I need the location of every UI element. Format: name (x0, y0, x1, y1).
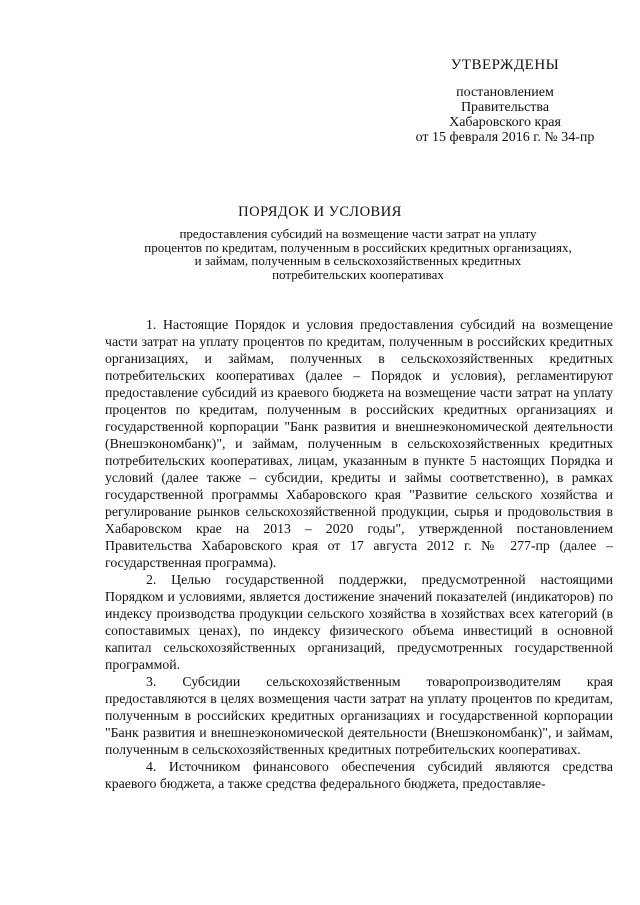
approval-line: Правительства (460, 100, 550, 115)
approval-line: постановлением (456, 85, 554, 100)
document-body (105, 316, 613, 792)
subtitle-line: потребительских кооперативах (272, 266, 444, 282)
subtitle-line: предоставления субсидий на возмещение части затрат на уплату (179, 226, 537, 241)
paragraph-2: 2. Целью государственной поддержки, предусмотренной настоящими Порядком и условиями, является достижение значений показателей (индикаторов) по индексу производства продукции сельского хозяйства в хозяйствах всех категорий (в сопоставимых ценах), по индексу физического объема инвестиций в основной капитал сельскохозяйственных организаций, предусмотренных государственной программой. (105, 572, 613, 672)
paragraph-4: 4. Источником финансового обеспечения субсидий являются средства краевого бюджета, а также средства федерального бюджета, предоставляе- (105, 759, 613, 791)
paragraph-3: 3. Субсидии сельскохозяйственным товаропроизводителям края предоставляются в целях возмещения части затрат на уплату процентов по кредитам, полученным в российских кредитных организациях и государственной корпорации "Банк развития и внешнеэкономической деятельности (Внешэкономбанк)", и займам, полученным в сельскохозяйственных кредитных потребительских кооперативах. (105, 674, 613, 757)
document-title: ПОРЯДОК И УСЛОВИЯ (238, 204, 402, 220)
approval-stamp (400, 58, 610, 145)
document-subtitle (108, 227, 608, 281)
approval-date: от 15 февраля 2016 г. № 34-пр (415, 130, 595, 145)
approval-line: Хабаровского края (449, 115, 561, 130)
subtitle-line: и займам, полученным в сельскохозяйственных кредитных (194, 253, 522, 268)
approval-heading: УТВЕРЖДЕНЫ (450, 57, 560, 73)
subtitle-line: процентов по кредитам, полученным в российских кредитных организациях, (144, 239, 572, 255)
paragraph-1: 1. Настоящие Порядок и условия предоставления субсидий на возмещение части затрат на уплату процентов по кредитам, полученным в российских кредитных организациях, и займам, полученных в сельскохозяйственных кредитных потребительских кооперативах (далее – Порядок и условия), регламентируют предоставление субсидий из краевого бюджета на возмещение части затрат на уплату процентов по кредитам, полученным в российских кредитных организациях и государственной корпорации "Банк развития и внешнеэкономической деятельности (Внешэкономбанк)", и займам, полученным в сельскохозяйственных кредитных потребительских кооперативах, лицам, указанным в пункте 5 настоящих Порядка и условий (далее также – субсидии, кредиты и займы соответственно), в рамках государственной программы Хабаровского края "Развитие сельского хозяйства и регулирование рынков сельскохозяйственной продукции, сырья и продовольствия в Хабаровском крае на 2013 – 2020 годы", утвержденной постановлением Правительства Хабаровского края от 17 августа 2012 г. № 277-пр (далее – государственная программа). (105, 317, 613, 570)
